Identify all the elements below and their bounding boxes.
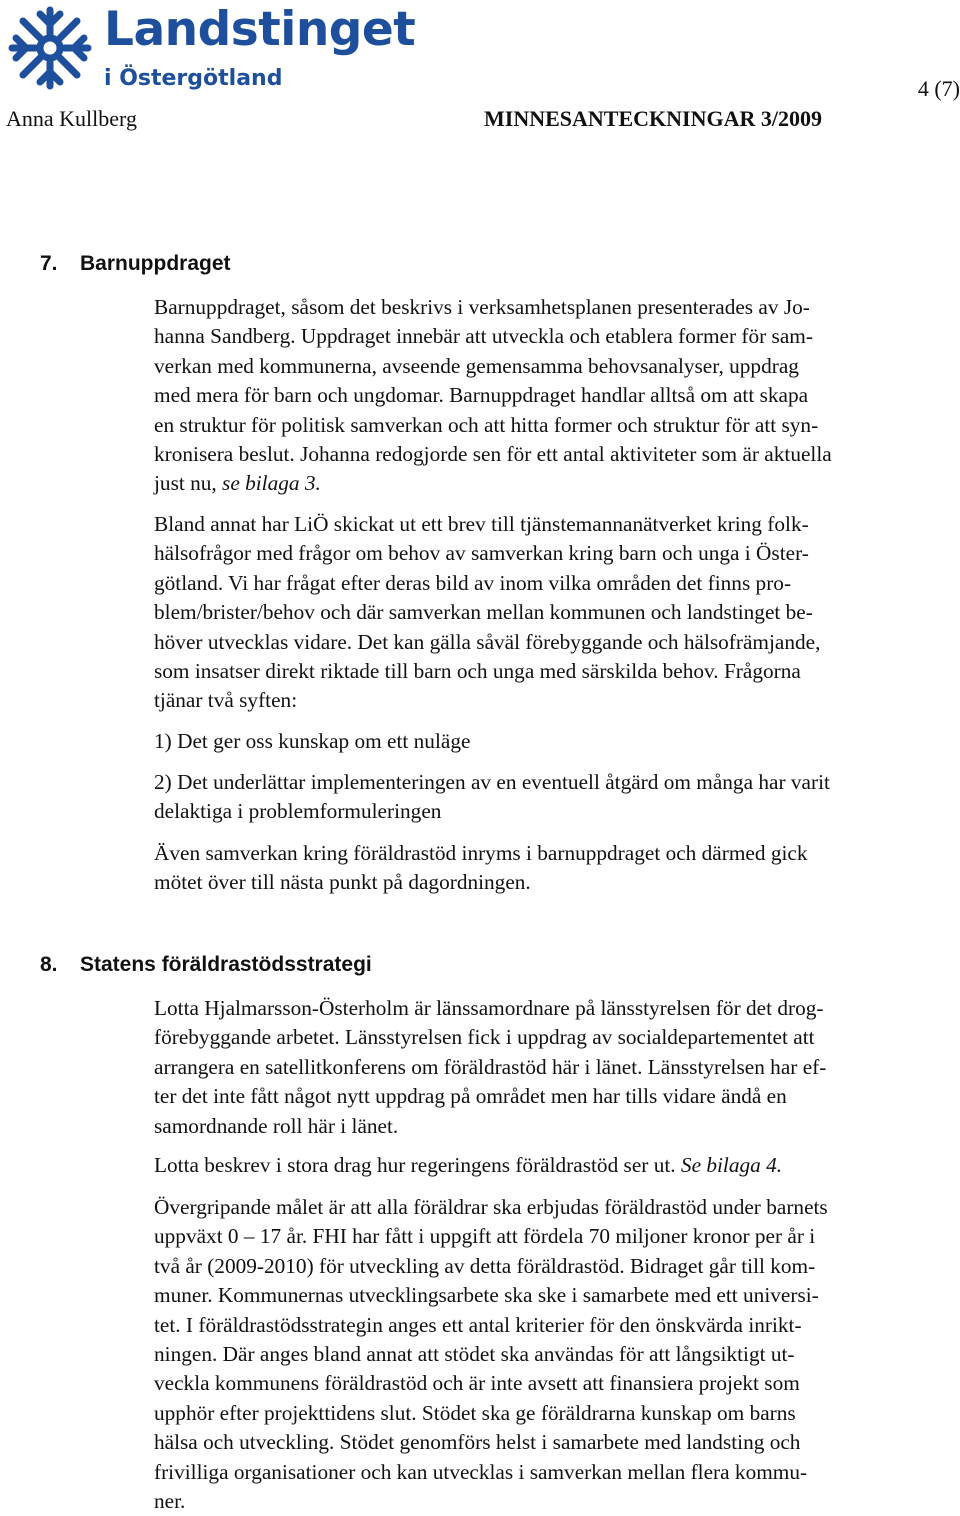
text-line: Lotta Hjalmarsson-Österholm är länssamordnare på länsstyrelsen för det drog- <box>154 996 824 1020</box>
section-7-paragraph-1 <box>154 293 960 499</box>
text-line: uppväxt 0 – 17 år. FHI har fått i uppgift att fördela 70 miljoner kronor per år i <box>154 1224 816 1249</box>
text-line: veckla kommunens föräldrastöd och är inte avsett att finansiera projekt som <box>154 1371 800 1396</box>
section-8-paragraph-2 <box>154 1151 960 1180</box>
section-7-list-item-2 <box>154 768 960 827</box>
logo-subtitle: i Östergötland <box>104 66 283 91</box>
text-line <box>154 469 960 498</box>
section-number: 7. <box>40 252 58 275</box>
text-line: götland. Vi har frågat efter deras bild av inom vilka områden det finns pro- <box>154 570 792 595</box>
text-line: höver utvecklas vidare. Det kan gälla såväl förebyggande och hälsofrämjande, <box>154 629 821 654</box>
text-line: arrangera en satellitkonferens om föräldrastöd här i länet. Länsstyrelsen har ef- <box>154 1054 827 1079</box>
text-line: muner. Kommunernas utvecklingsarbete ska ske i samarbete med ett universi- <box>154 1283 819 1308</box>
section-8-paragraph-1 <box>154 994 960 1141</box>
section-8-heading <box>40 953 372 977</box>
text-line: hälsofrågor med frågor om behov av samverkan kring barn och unga i Öster- <box>154 541 809 566</box>
section-7-paragraph-2 <box>154 510 960 716</box>
snowflake-logo-icon <box>6 4 94 92</box>
section-title: Barnuppdraget <box>80 252 231 275</box>
text-line: mötet över till nästa punkt på dagordningen. <box>154 870 531 895</box>
text-line: med mera för barn och ungdomar. Barnuppdraget handlar alltså om att skapa <box>154 383 809 408</box>
text-line: blem/brister/behov och där samverkan mellan kommunen och landstinget be- <box>154 600 813 625</box>
text-line: som insatser direkt riktade till barn och unga med särskilda behov. Frågorna <box>154 658 801 683</box>
section-number: 8. <box>40 953 58 976</box>
text-line: tet. I föräldrastödsstrategin anges ett antal kriterier för den önskvärda inrikt- <box>154 1312 802 1337</box>
text-line: upphör efter projekttidens slut. Stödet ska ge föräldrarna kunskap om barns <box>154 1400 796 1425</box>
text-line: tjänar två syften: <box>154 688 298 713</box>
section-8-paragraph-3 <box>154 1193 960 1516</box>
text-line: ningen. Där anges bland annat att stödet ska användas för att långsiktigt ut- <box>154 1341 795 1366</box>
section-7-heading <box>40 252 231 276</box>
section-7-list-item-1 <box>154 727 960 756</box>
text-line: ter det inte fått något nytt uppdrag på området men har tills vidare ändå en <box>154 1084 787 1109</box>
text-line: Barnuppdraget, såsom det beskrivs i verksamhetsplanen presenterades av Jo- <box>154 295 810 319</box>
text-line: ner. <box>154 1488 186 1513</box>
text-line: kronisera beslut. Johanna redogjorde sen för ett antal aktiviteter som är aktuella <box>154 441 832 466</box>
text-line <box>154 1151 960 1180</box>
attachment-reference: se bilaga 3. <box>222 471 321 496</box>
text-line: 2) Det underlättar implementeringen av en eventuell åtgärd om många har varit <box>154 770 830 794</box>
document-title: MINNESANTECKNINGAR 3/2009 <box>484 106 822 131</box>
attachment-reference: Se bilaga 4. <box>680 1153 783 1177</box>
text-fragment: just nu, <box>154 471 223 496</box>
text-line: 1) Det ger oss kunskap om ett nuläge <box>154 729 471 753</box>
text-line: Även samverkan kring föräldrastöd inryms i barnuppdraget och därmed gick <box>154 841 808 865</box>
section-title: Statens föräldrastödsstrategi <box>80 953 372 976</box>
text-line: hanna Sandberg. Uppdraget innebär att utveckla och etablera former för sam- <box>154 324 813 349</box>
text-line: frivilliga organisationer och kan utvecklas i samverkan mellan flera kommu- <box>154 1459 808 1484</box>
text-line: hälsa och utveckling. Stödet genomförs helst i samarbete med landsting och <box>154 1430 801 1455</box>
text-line: två år (2009-2010) för utveckling av detta föräldrastöd. Bidraget går till kom- <box>154 1253 816 1278</box>
text-line: delaktiga i problemformuleringen <box>154 799 442 824</box>
text-line: Övergripande målet är att alla föräldrar ska erbjudas föräldrastöd under barnets <box>154 1195 828 1219</box>
text-line: Bland annat har LiÖ skickat ut ett brev till tjänstemannanätverket kring folk- <box>154 512 809 536</box>
text-line: samordnande roll här i länet. <box>154 1113 399 1138</box>
text-line: verkan med kommunerna, avseende gemensamma behovsanalyser, uppdrag <box>154 353 799 378</box>
text-line: en struktur för politisk samverkan och att hitta former och struktur för att syn- <box>154 412 819 437</box>
text-line: förebyggande arbetet. Länsstyrelsen fick i uppdrag av socialdepartementet att <box>154 1025 815 1050</box>
text-fragment: Lotta beskrev i stora drag hur regeringens föräldrastöd ser ut. <box>154 1153 681 1177</box>
section-7-paragraph-3 <box>154 839 960 898</box>
author-name: Anna Kullberg <box>6 106 137 131</box>
page-number: 4 (7) <box>917 76 960 101</box>
landstinget-logo <box>6 2 416 104</box>
logo-name: Landstinget <box>104 2 416 57</box>
